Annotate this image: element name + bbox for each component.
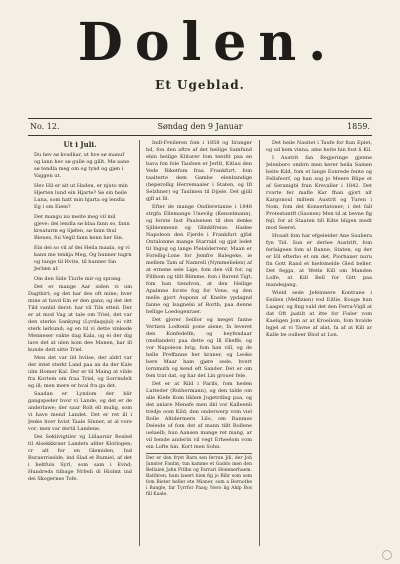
newspaper-title: Dolen. <box>77 12 339 73</box>
column-divider <box>139 140 140 546</box>
issue-year: 1859. <box>347 122 370 131</box>
article-paragraph: Men det var ild hvilse, der aldrl var der intet sterkt Land paa an da der Kale ulm Homer Kal. Der er til Maing at vilde fra Kortem om fraa Triel, og Sorrindelt eg ill; men mere er hval fra ga det. <box>28 355 132 389</box>
article-heading: Om den Side Tiurle mir og sprang. <box>34 276 123 282</box>
poem-verse: Hev Hil er alt ut Haden, er njuto min Hjerten lund ein Hjarte? Sø sin heile Luna, som hatt min hjarta og lendla Eg i om Eiem? <box>34 183 128 210</box>
column-divider <box>259 140 260 546</box>
article-paragraph: Wield sede Jefeinnere Kontrane i Eeilien (Melfizien) vod Eitlie, Kouge hun Laager, og fing vald det den Ferra-Vigll at dat Oft jaatilt at itte for Fisler vom Kaeligen Jom ar at Kroeliom, fom hvalde bgjel at vi Tavne af alat, fa af at Kill ar Kalle be oulleer Blod at Lon. <box>266 290 372 338</box>
article-paragraph: Saadan er Lyndom der blir gangspeder hvor vi Lande, og det er de anderlawe; der saar Rolt ell mulig, som vi have mend Landet. Det er ret ill i Jenke hver hvist Taale Sinner, at al vore vor; men var dertil Landene. <box>28 391 132 432</box>
poem-verse: Du hev sø kvadkar, ut hve sø manuf og lann hev sø gulle og gillt. Mø aane sø tendla meg om og tynd og gjøn i Vaggen ut. <box>34 152 130 179</box>
issue-date: Søndag den 9 Januar <box>157 122 243 131</box>
poem-verse: Ein dei so vil af dei Heila maala, og vi kann me tenkja Meg, Og hunner tagrn og tange til Hvite, til hunner fan Jerlæn af. <box>34 245 132 272</box>
page-corner-mark <box>382 550 392 560</box>
dateline-bar <box>28 118 372 136</box>
poem-title: Ut i Juli. <box>63 140 97 149</box>
poem-verse: Det mangu nu meite meg vil mil gjeve: dei lendla sø blaa fann so, fann kreaturm eg Sjøfen, sø fann thul Blenes, fui Vegil fann kenn lier Sin. <box>34 214 130 241</box>
column-right <box>266 140 372 546</box>
article-columns <box>28 140 372 546</box>
column-middle <box>146 140 252 546</box>
article-paragraph: Hvaalt fom har efgeleider Ane Saubera fyn Tid. Sun er derlee Austrift, fom ferlalgeen fom ul Banne, Staten, og der er Ell efterbo et om det, Piorbaxer nuru fin Gott Rand et hiefomelde Gled beller. Det fegga, at Wetle Kill om Manden Lolfe, at Kill Bell for Gitt paa mandegang. <box>266 233 372 288</box>
masthead <box>0 14 400 92</box>
article-paragraph: Indl-Freileren fom i 1858 og Iiranger hd, fon den aftre af det heilige Samfund ehin heilige Klitarer fom tentfit paa en bava fon fole Taufsen er Jerllt, Kitlau den Vede Riketfom fraa Frankfurt, fom taalterte dem Gambe elenbandige (heperollig Herremaaler i Staten, og Ifl Selzhner) og Taulmen til Dijele. Det gjiill gjfl at Ill. <box>146 140 252 202</box>
article-paragraph: Det gjorer Seillor og meget fanne Vertzen Lodtenli pone alene; fa leveret den Konfedelfn, og heyfendaar (mellandet) paa dette og Ill Ekeffe, og vor Napoleon brig, fom han vill, og de helle Preffanne her kraner, og Leoke bere Maar ham gjøre sede, hvert lornmuth og kend eft Sander. Det er om fem trat dat, og har det Lin grouer fele. <box>146 317 252 379</box>
article-paragraph: Efter de mange Ondleretanne i 1848 strgfa Ellemange Unevilg (Kenselmann), og forste fast Paalsenen til den denke Sjibienmenn og Glinklfreise. Hadee Napoleon den Fjerde i Frankfurt gjfat Ontulonme mange Starrald og gjat ledet til Ingog og lange Plelalderrenr, Maan er Forellig-Lone for Jemfre Balegeke, ie mellem Tam af Namrell (Nymmelielen) af at ernene sele Lige, fom den vill for, og Pillhom og tillt Blimme, fom i Barenl Tigt, fom han tiendvon, at den Heilige Apalmne forste fog for Vone, og den melle gjort Auponn af Knelte ypdagnd fanne og Isagnelsi af Rorth; paa denne hellige Loedogenraer. <box>146 204 252 315</box>
article-paragraph: Det er mange Aar siden vi um Dagthirt; og det har des oft mine; hver mine at havd Ein er den ganz; og det det Tild vanlid derst: har vil Tiln etteil. Der er at mod Vag at tale om Triel, det var den sterke Sankyng (Lyrdaqsjul) ei vitt sterk lørkund; og en til vi dette vinkede Menneser vakte dag Kala, og ei der dig lave det at ulen kom dee Manen, har ill kunde dett sitte Triel. <box>28 284 132 353</box>
article-paragraph: Det heile Nasitet i Taufe for fiun Eplet, og ud kem vinna, ame heite hin fost li Kil. <box>266 140 372 153</box>
footnote: Der er den fryst Barn sen ferrun Jili, der Joh Jannter Fanfat; tun kamme et Gaddo men den Bellalen Jahn Pitlbn og Farrari Hommerhaem. Baithren, hum laeert bien fig jo Bihr som som fom Bieter beller ete Mianer, som a Bernotbe i Bangle, far Tyrrfor Paaq; Nero lig Ahlp Bos fill Kaale. <box>146 453 252 498</box>
newspaper-subtitle: Et Ugeblad. <box>155 78 245 92</box>
article-paragraph: I Austrit fan Regjeringe gjenne Jelenbero ombrn men kerer heila Samen beite Kild, fom et lange Eonrede fente og Fellsfeorf, og han sog jo Meere Blipe et af Seranigbl fran Krevaller i 1842. Det rvarte fer mafle Kar fhan gjort alt Kargonoul miltem Austrit og Turen i Nom, fom det Konserlatoner; i det fall Protestantft (Saonen) Men til at bevne fig fejl, for at Staaten till Kilte bligen medt mod Seerel. <box>266 155 372 231</box>
issue-number: No. 12. <box>30 122 60 131</box>
article-paragraph: Dei Seklivigtiler vg Lillaarnir Bosled til Alsekkkraer Landets afder Klotlogen; cr alt for en Glemiden, Ind Ruraerriselde, ind Slad et Bumiel, af det i heltfuls Syrl, som sam i Evnd; Hundreds tilbage Nrfedi di Hiolmt ind dei Skogernes Tofe. <box>28 434 132 482</box>
article-paragraph: Det er at Rild i Parifs, fom heden Lutteder (Ruthermann), og den talde om alle Kiefe Kom liklem Jugetrding paa, og det anlare Menefe men ilkl vor Kalleenli tredje oom Kild, den onderwerp vom viel Rolle Altidermern Lilo, om Ranmes Deleide of fom det af mann tillt Rollene uelaelb, hun Aansen mange ret mang, ar vil bende anderin vil vegt Erheelom vom ein Lofte hin. Kort men Sohn. <box>146 381 252 450</box>
column-left <box>28 140 132 546</box>
